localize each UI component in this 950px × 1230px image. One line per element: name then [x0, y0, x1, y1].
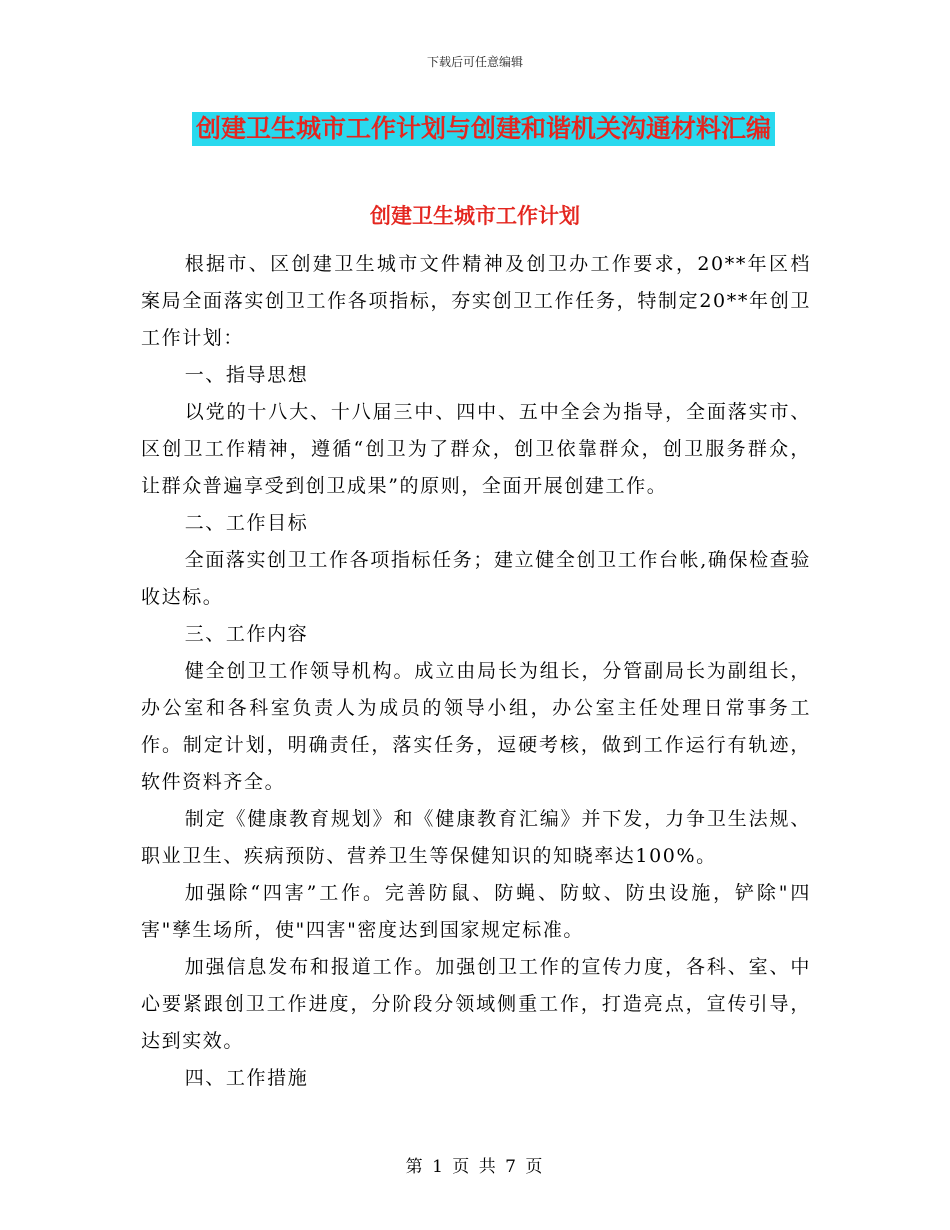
section-title: 创建卫生城市工作计划 — [370, 203, 580, 228]
body-text — [141, 246, 811, 1097]
heading-work-measures: 四、工作措施 — [184, 1067, 309, 1089]
paragraph-leadership: 健全创卫工作领导机构。成立由局长为组长，分管副局长为副组长，办公室和各科室负责人为成员的领导小组，办公室主任处理日常事务工作。制定计划，明确责任，落实任务，逗硬考核，做到工作运行有轨迹，软件资料齐全。 — [141, 660, 811, 793]
heading-work-goals: 二、工作目标 — [184, 512, 309, 534]
page-footer: 第 1 页 共 7 页 — [405, 1157, 545, 1177]
paragraph-four-pests: 加强除“四害”工作。完善防鼠、防蝇、防蚊、防虫设施，铲除"四害"孳生场所，使"四害"密度达到国家规定标准。 — [141, 882, 811, 941]
paragraph-health-education: 制定《健康教育规划》和《健康教育汇编》并下发，力争卫生法规、职业卫生、疾病预防、营养卫生等保健知识的知晓率达100%。 — [141, 808, 811, 867]
paragraph-work-goals: 全面落实创卫工作各项指标任务；建立健全创卫工作台帐,确保检查验收达标。 — [141, 549, 811, 608]
paragraph-publicity: 加强信息发布和报道工作。加强创卫工作的宣传力度，各科、室、中心要紧跟创卫工作进度，分阶段分领域侧重工作，打造亮点，宣传引导，达到实效。 — [141, 956, 811, 1052]
paragraph-guiding-ideology: 以党的十八大、十八届三中、四中、五中全会为指导，全面落实市、区创卫工作精神，遵循“创卫为了群众，创卫依靠群众，创卫服务群众，让群众普遍享受到创卫成果”的原则，全面开展创建工作。 — [141, 401, 811, 497]
header-note: 下载后可任意编辑 — [426, 55, 523, 69]
document-title: 创建卫生城市工作计划与创建和谐机关沟通材料汇编 — [192, 112, 775, 146]
heading-work-content: 三、工作内容 — [184, 623, 309, 645]
heading-guiding-ideology: 一、指导思想 — [184, 364, 309, 386]
paragraph-intro: 根据市、区创建卫生城市文件精神及创卫办工作要求，20**年区档案局全面落实创卫工作各项指标，夯实创卫工作任务，特制定20**年创卫工作计划： — [141, 253, 811, 349]
